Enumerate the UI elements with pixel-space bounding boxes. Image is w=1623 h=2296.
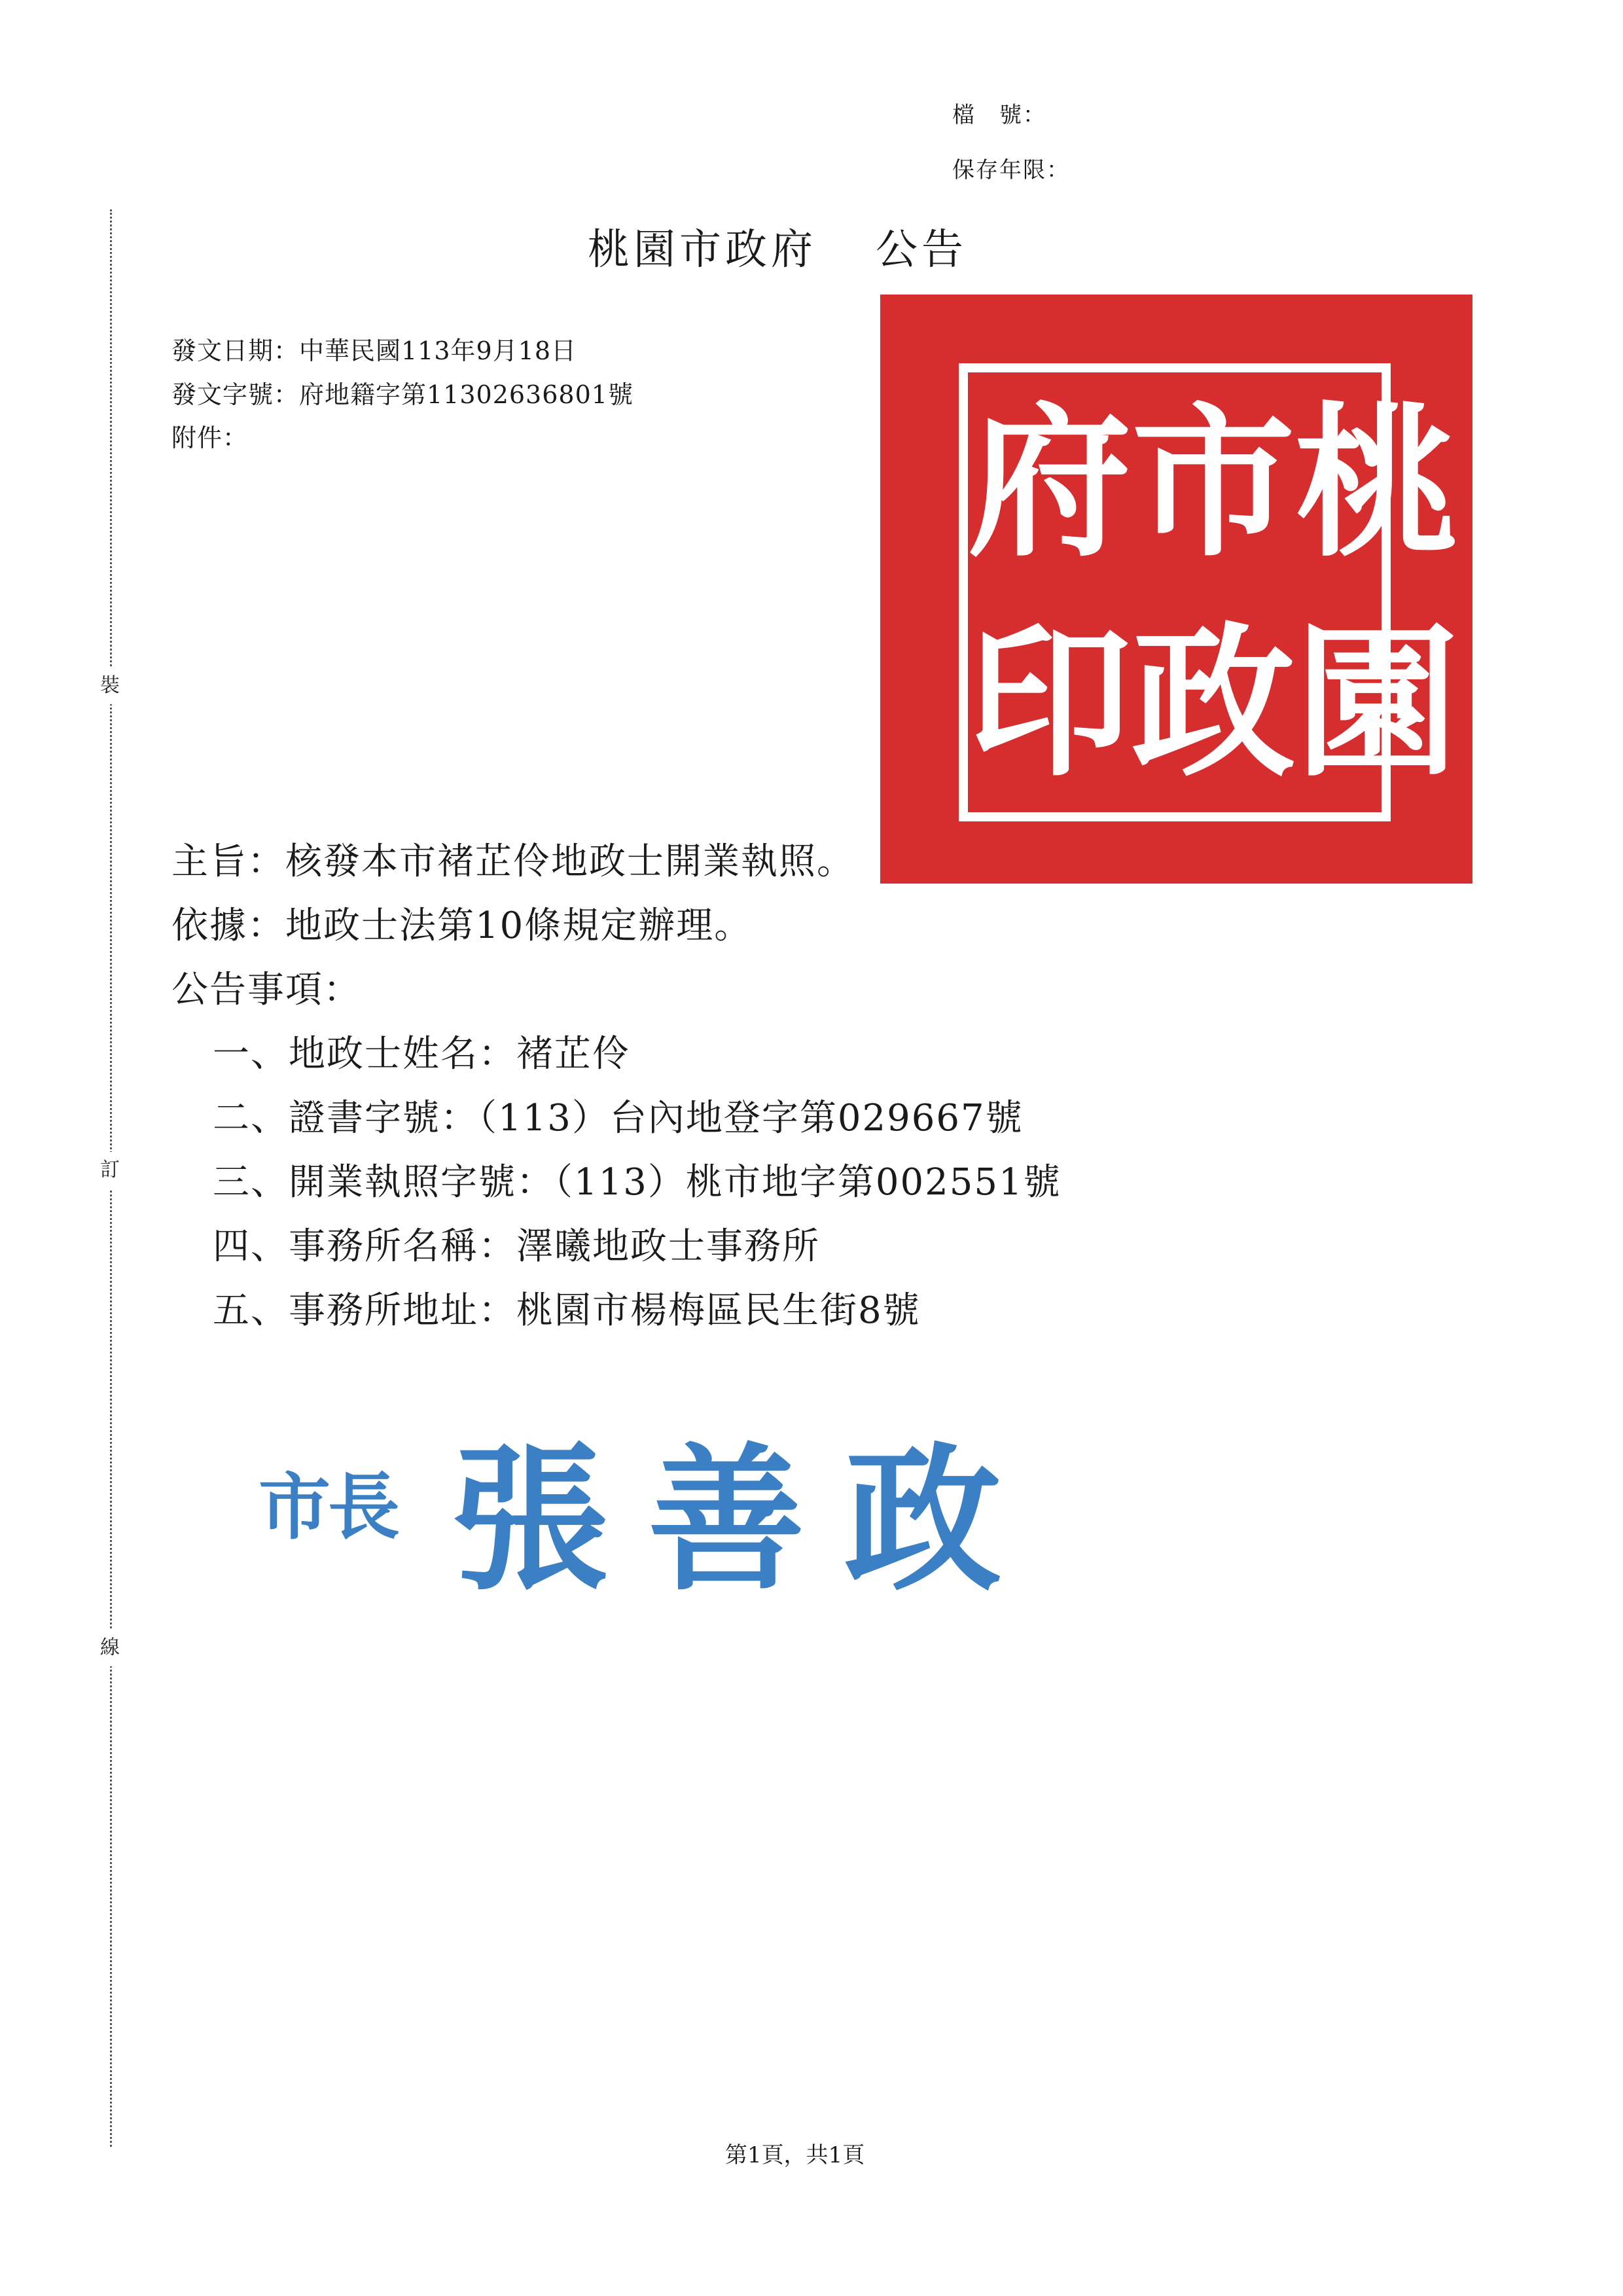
notice-item: 一、地政士姓名：褚芷伶 xyxy=(213,1033,630,1075)
seal-char-shi: 市 xyxy=(1132,386,1295,579)
notice-item: 五、事務所地址：桃園市楊梅區民生街8號 xyxy=(213,1289,921,1332)
notice-item: 二、證書字號：（113）台內地登字第029667號 xyxy=(213,1097,1024,1139)
binding-mark-ding: 訂 xyxy=(92,1152,128,1189)
seal-char-yin: 印 xyxy=(968,606,1132,798)
mayor-signature-stamp: 張善政 xyxy=(452,1429,1041,1612)
seal-char-yuan: 園 xyxy=(1295,606,1459,798)
page-number: 第1頁，共1頁 xyxy=(725,2142,865,2168)
mayor-title-stamp: 市長 xyxy=(259,1465,397,1549)
attachment-label: 附件： xyxy=(171,423,249,452)
document-type: 公告 xyxy=(876,226,967,274)
seal-char-tao: 桃 xyxy=(1295,386,1459,579)
seal-frame xyxy=(959,363,1459,821)
agency-name: 桃園市政府 xyxy=(588,226,817,274)
seal-char-fu: 府 xyxy=(968,386,1132,579)
notice-item: 三、開業執照字號：（113）桃市地字第002551號 xyxy=(213,1161,1061,1204)
subject-line: 主旨：核發本市褚芷伶地政士開業執照。 xyxy=(171,840,855,883)
official-seal xyxy=(880,295,1472,884)
notice-item: 四、事務所名稱：澤曦地政士事務所 xyxy=(213,1225,820,1268)
basis-line: 依據：地政士法第10條規定辦理。 xyxy=(171,905,753,947)
page-title xyxy=(588,216,967,276)
seal-char-zheng: 政 xyxy=(1132,606,1295,798)
reference-number: 發文字號：府地籍字第11302636801號 xyxy=(171,380,633,409)
items-heading: 公告事項： xyxy=(171,969,361,1011)
file-number-label: 檔 號： xyxy=(952,102,1046,128)
binding-mark-xian: 線 xyxy=(92,1630,128,1666)
retention-period-label: 保存年限： xyxy=(952,157,1070,183)
issue-date: 發文日期：中華民國113年9月18日 xyxy=(171,336,577,365)
binding-mark-zhuang: 裝 xyxy=(92,668,128,704)
